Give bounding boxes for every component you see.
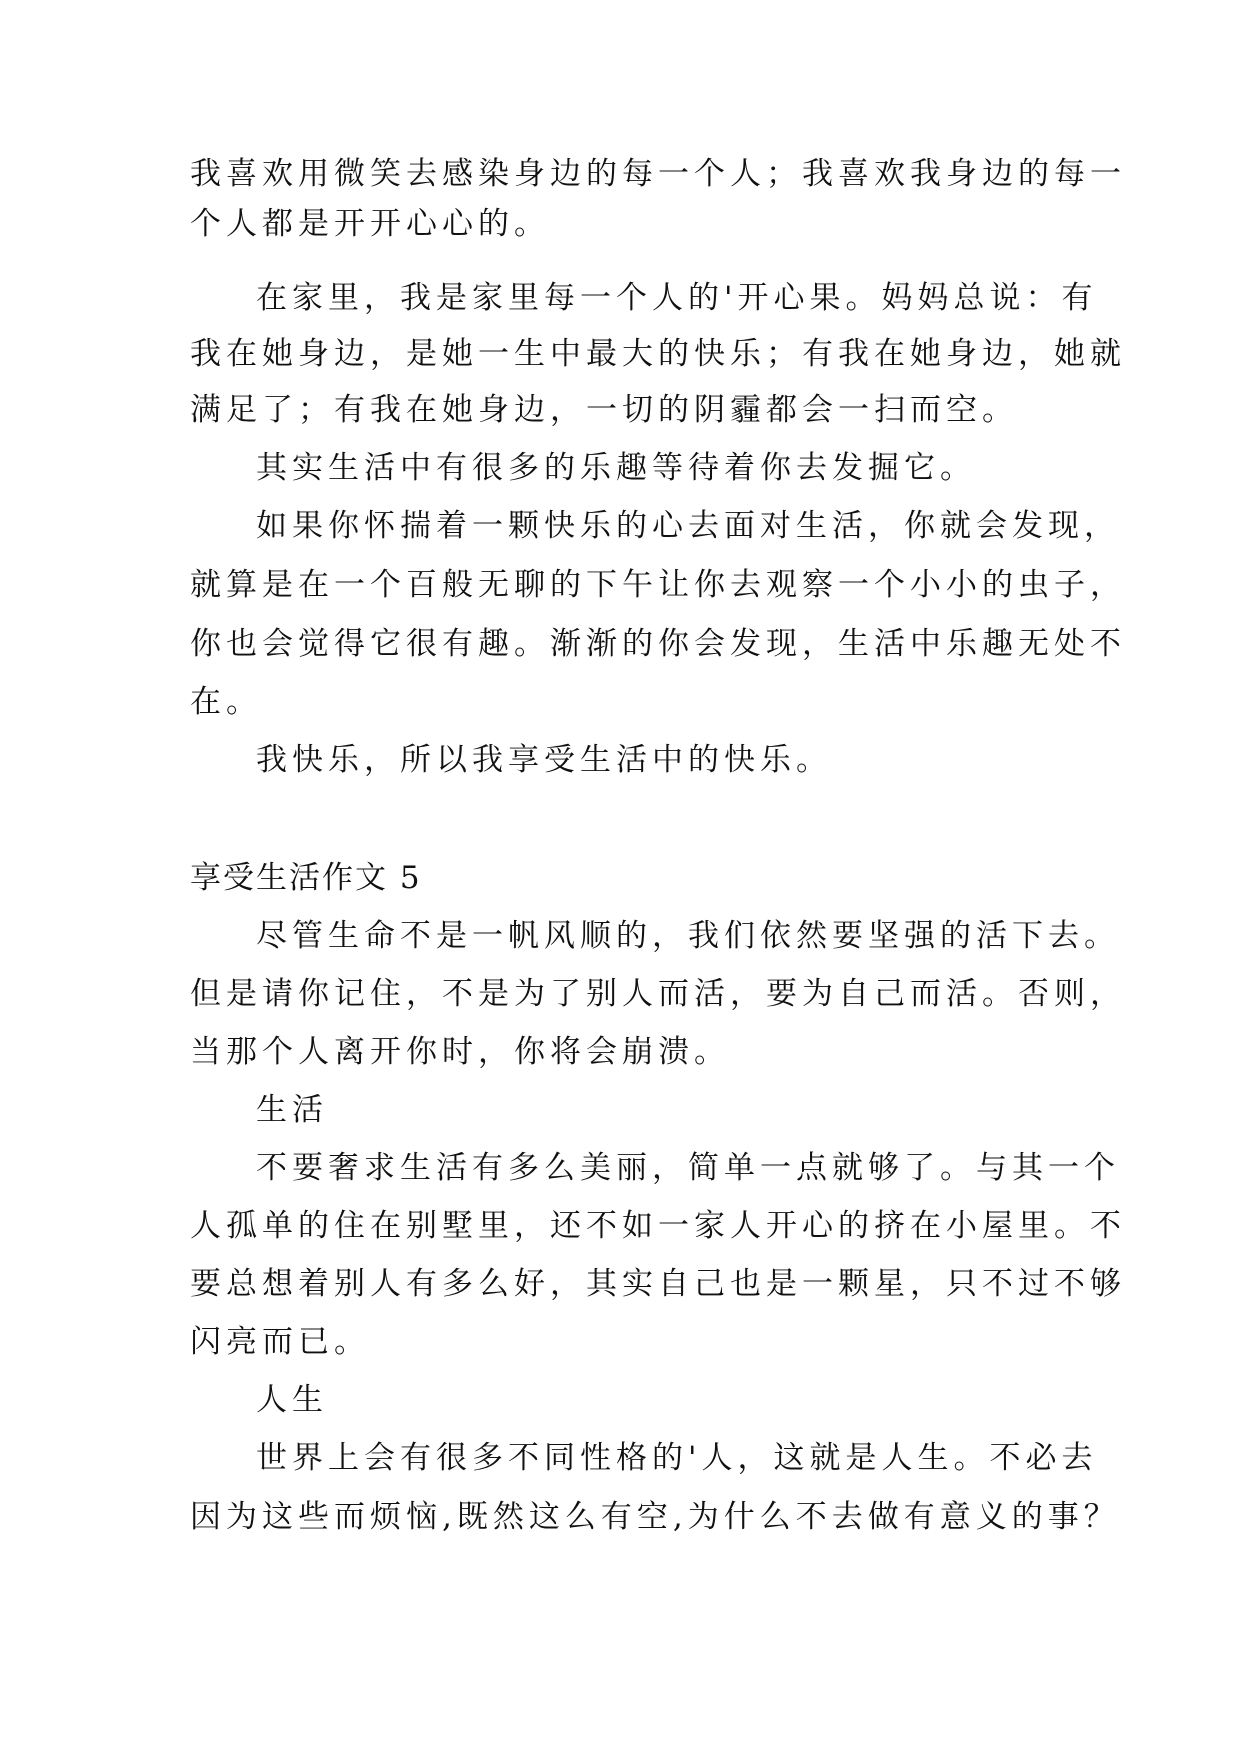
subheading: 生活 bbox=[256, 1092, 328, 1128]
text-line: 满足了；有我在她身边，一切的阴霾都会一扫而空。 bbox=[190, 392, 1018, 428]
text-line: 在。 bbox=[190, 684, 262, 720]
subheading: 人生 bbox=[256, 1382, 328, 1418]
text-line: 但是请你记住，不是为了别人而活，要为自己而活。否则， bbox=[190, 976, 1126, 1012]
text-line: 闪亮而已。 bbox=[190, 1324, 370, 1360]
text-line: 我喜欢用微笑去感染身边的每一个人；我喜欢我身边的每一 bbox=[190, 156, 1126, 192]
text-line: 当那个人离开你时，你将会崩溃。 bbox=[190, 1034, 730, 1070]
text-line: 不要奢求生活有多么美丽，简单一点就够了。与其一个 bbox=[256, 1150, 1120, 1186]
text-line: 因为这些而烦恼,既然这么有空,为什么不去做有意义的事？ bbox=[190, 1499, 1120, 1535]
text-line: 就算是在一个百般无聊的下午让你去观察一个小小的虫子， bbox=[190, 567, 1126, 603]
text-line: 我快乐，所以我享受生活中的快乐。 bbox=[256, 742, 832, 778]
text-line: 要总想着别人有多么好，其实自己也是一颗星，只不过不够 bbox=[190, 1266, 1126, 1302]
text-line: 个人都是开开心心的。 bbox=[190, 206, 550, 242]
text-line: 人孤单的住在别墅里，还不如一家人开心的挤在小屋里。不 bbox=[190, 1208, 1126, 1244]
text-line: 我在她身边，是她一生中最大的快乐；有我在她身边，她就 bbox=[190, 336, 1126, 372]
text-line: 尽管生命不是一帆风顺的，我们依然要坚强的活下去。 bbox=[256, 918, 1120, 954]
text-line: 如果你怀揣着一颗快乐的心去面对生活，你就会发现， bbox=[256, 508, 1120, 544]
text-line: 世界上会有很多不同性格的'人，这就是人生。不必去 bbox=[256, 1440, 1098, 1476]
section-heading: 享受生活作文 5 bbox=[190, 860, 422, 896]
text-line: 其实生活中有很多的乐趣等待着你去发掘它。 bbox=[256, 450, 976, 486]
text-line: 你也会觉得它很有趣。渐渐的你会发现，生活中乐趣无处不 bbox=[190, 626, 1126, 662]
text-line: 在家里，我是家里每一个人的'开心果。妈妈总说：有 bbox=[256, 280, 1098, 316]
